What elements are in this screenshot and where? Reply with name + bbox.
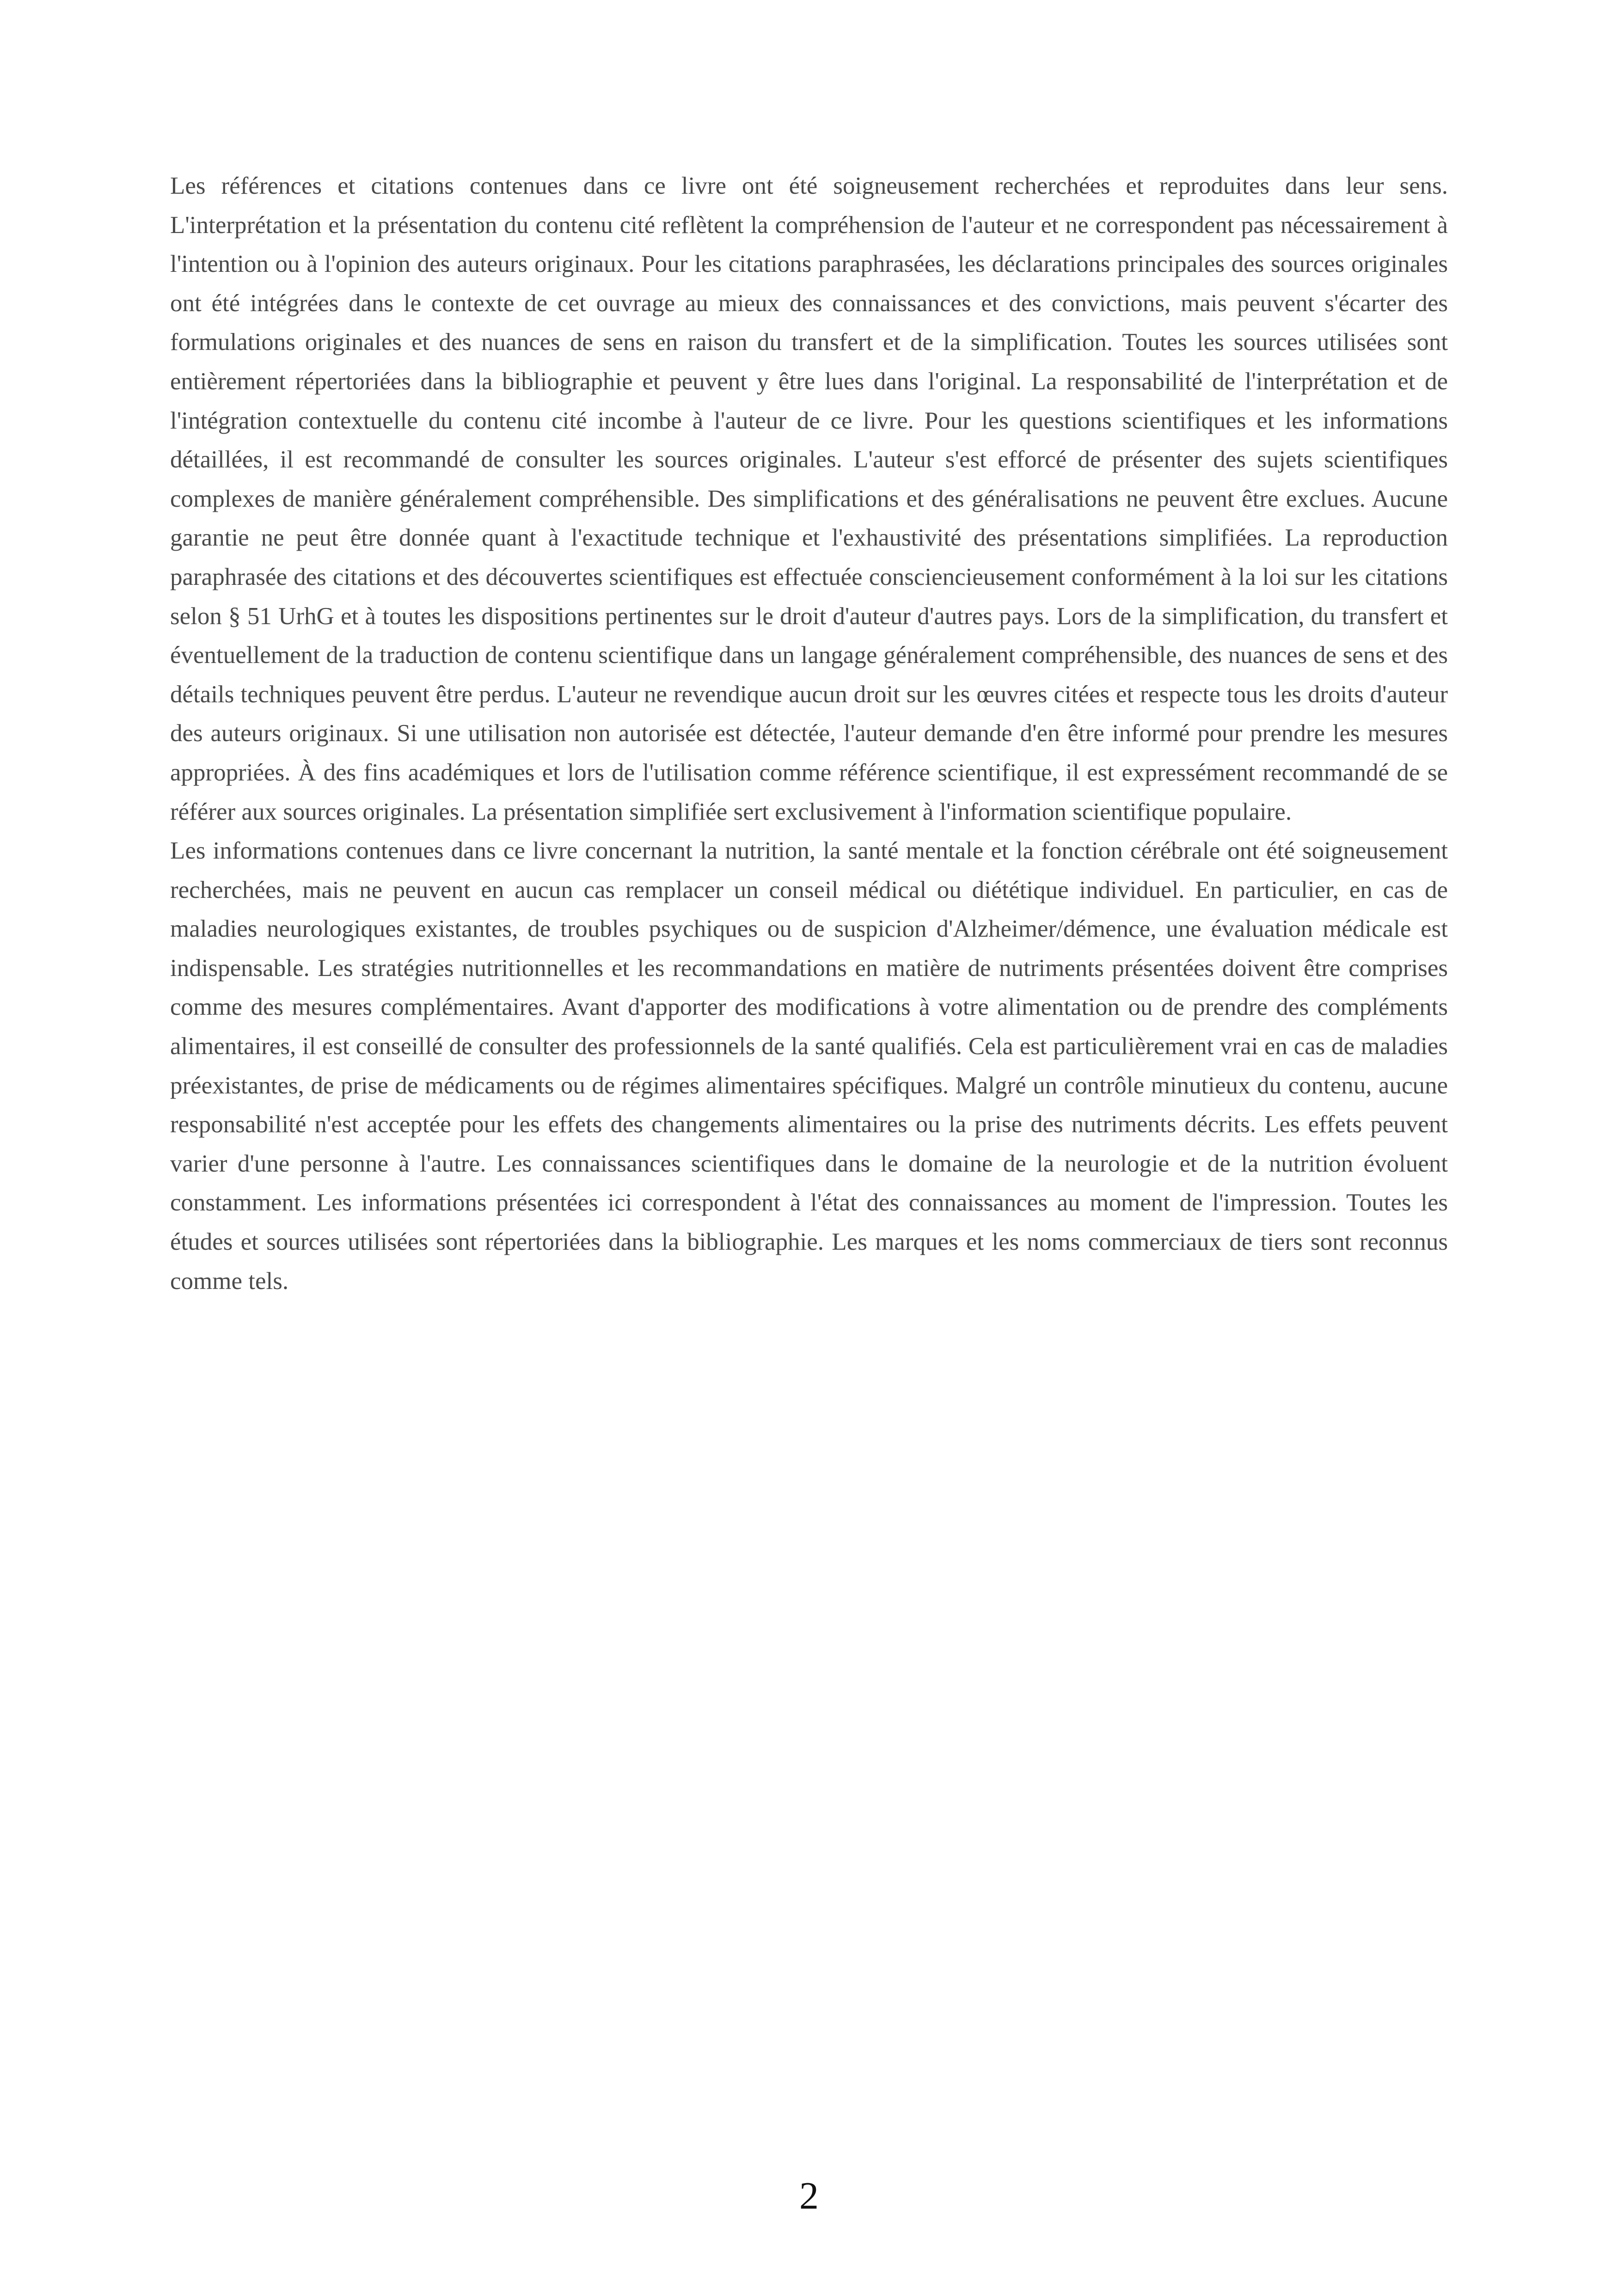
health-disclaimer-paragraph: Les informations contenues dans ce livre concernant la nutrition, la santé mentale et la fonction cérébrale ont été soigneusement recherchées, mais ne peuvent en aucun cas remplacer un conseil médical ou diététique individuel. En particulier, en cas de maladies neurologiques existantes, de troubles psychiques ou de suspicion d'Alzheimer/démence, une évaluation médicale est indispensable. Les stratégies nutritionnelles et les recommandations en matière de nutriments présentées doivent être comprises comme des mesures complémentaires. Avant d'apporter des modifications à votre alimentation ou de prendre des compléments alimentaires, il est conseillé de consulter des professionnels de la santé qualifiés. Cela est particulièrement vrai en cas de maladies préexistantes, de prise de médicaments ou de régimes alimentaires spécifiques. Malgré un contrôle minutieux du contenu, aucune responsabilité n'est acceptée pour les effets des changements alimentaires ou la prise des nutriments décrits. Les effets peuvent varier d'une personne à l'autre. Les connaissances scientifiques dans le domaine de la neurologie et de la nutrition évoluent constamment. Les informations présentées ici correspondent à l'état des connaissances au moment de l'impression. Toutes les études et sources utilisées sont répertoriées dans la bibliographie. Les marques et les noms commerciaux de tiers sont reconnus comme tels.	[170, 837, 1448, 1295]
references-disclaimer-paragraph: Les références et citations contenues dans ce livre ont été soigneusement recherchées et reproduites dans leur sens. L'interprétation et la présentation du contenu cité reflètent la compréhension de l'auteur et ne correspondent pas nécessairement à l'intention ou à l'opinion des auteurs originaux. Pour les citations paraphrasées, les déclarations principales des sources originales ont été intégrées dans le contexte de cet ouvrage au mieux des connaissances et des convictions, mais peuvent s'écarter des formulations originales et des nuances de sens en raison du transfert et de la simplification. Toutes les sources utilisées sont entièrement répertoriées dans la bibliographie et peuvent y être lues dans l'original. La responsabilité de l'interprétation et de l'intégration contextuelle du contenu cité incombe à l'auteur de ce livre. Pour les questions scientifiques et les informations détaillées, il est recommandé de consulter les sources originales. L'auteur s'est efforcé de présenter des sujets scientifiques complexes de manière généralement compréhensible. Des simplifications et des généralisations ne peuvent être exclues. Aucune garantie ne peut être donnée quant à l'exactitude technique et l'exhaustivité des présentations simplifiées. La reproduction paraphrasée des citations et des découvertes scientifiques est effectuée consciencieusement conformément à la loi sur les citations selon § 51 UrhG et à toutes les dispositions pertinentes sur le droit d'auteur d'autres pays. Lors de la simplification, du transfert et éventuellement de la traduction de contenu scientifique dans un langage généralement compréhensible, des nuances de sens et des détails techniques peuvent être perdus. L'auteur ne revendique aucun droit sur les œuvres citées et respecte tous les droits d'auteur des auteurs originaux. Si une utilisation non autorisée est détectée, l'auteur demande d'en être informé pour prendre les mesures appropriées. À des fins académiques et lors de l'utilisation comme référence scientifique, il est expressément recommandé de se référer aux sources originales. La présentation simplifiée sert exclusivement à l'information scientifique populaire.	[170, 172, 1448, 825]
disclaimer-text-block	[170, 166, 1448, 1301]
page-number: 2	[799, 2174, 819, 2217]
